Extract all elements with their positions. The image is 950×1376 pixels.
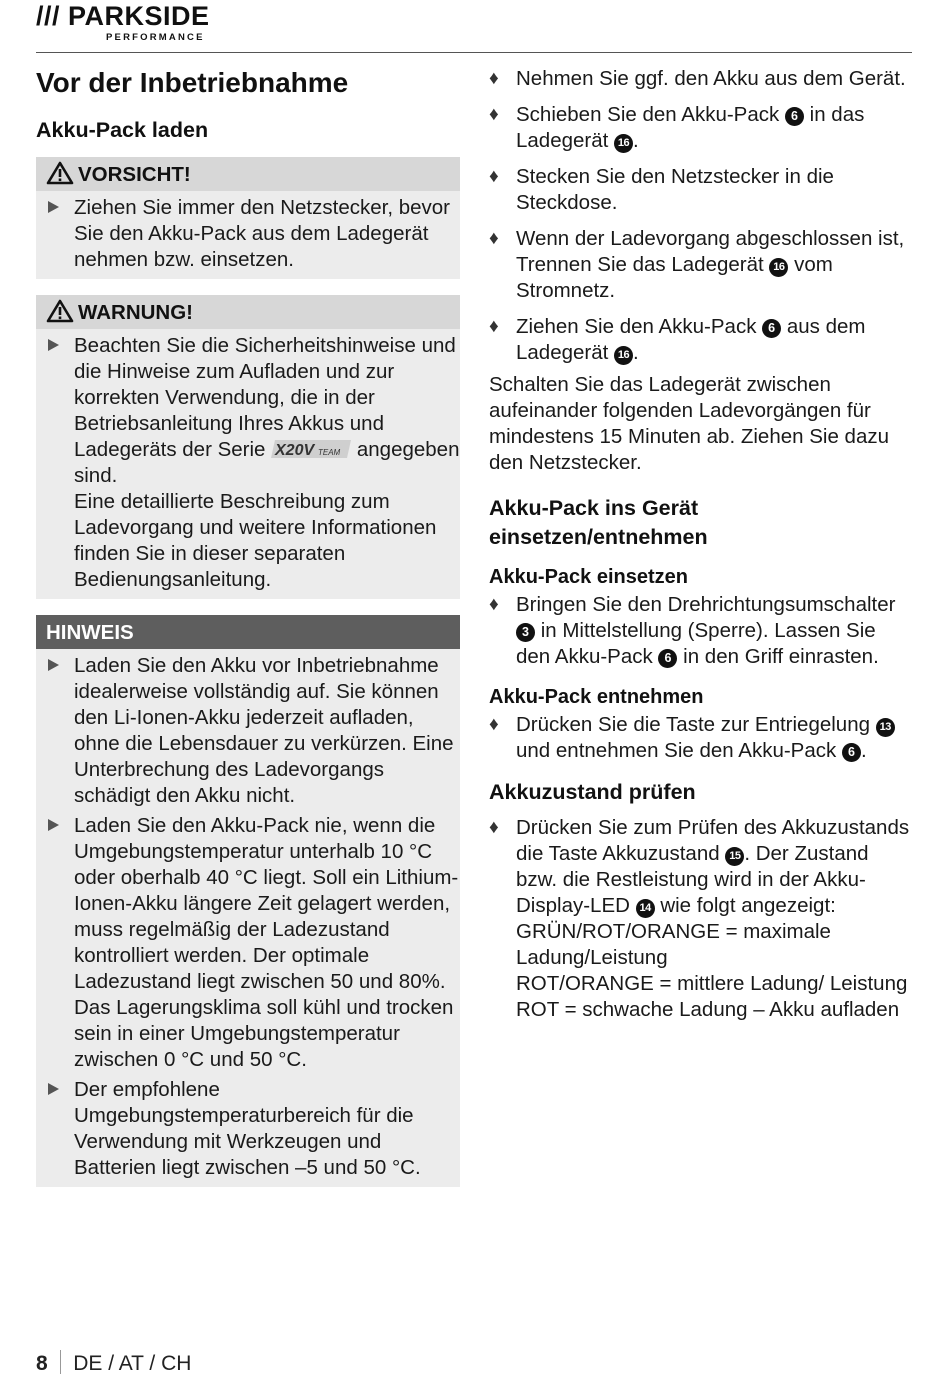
- footer-divider: [60, 1350, 62, 1374]
- note-header: HINWEIS: [36, 615, 460, 649]
- section-title-battery-status: Akkuzustand prüfen: [489, 780, 696, 804]
- page-footer: [36, 1350, 191, 1376]
- bullet-arrow-icon: [48, 339, 59, 351]
- bullet-diamond-icon: ♦: [489, 714, 499, 735]
- right-column: [489, 66, 914, 1033]
- warning-label: WARNUNG!: [78, 301, 194, 324]
- bullet-arrow-icon: [48, 201, 59, 213]
- step-item: ♦ Wenn der Ladevorgang abgeschlossen ist, Trennen Sie das Ladegerät 16 vom Stromnetz.: [489, 227, 905, 302]
- caution-box: [36, 157, 460, 279]
- warning-item: Beachten Sie die Sicherheitshinweise und die Hinweise zum Aufladen und zur korrekten Verwendung, die in der Betriebsanleitung Ihres Akkus und Ladegeräts der Serie X20V TEAM angegeben sind. Eine detaillierte Beschreibung zum Ladevorgang und weitere Informationen finden Sie in dieser separaten Bedienungsanleitung.: [36, 329, 460, 593]
- page-number: 8: [36, 1352, 48, 1375]
- bullet-diamond-icon: ♦: [489, 316, 499, 337]
- part-number-badge: 6: [762, 319, 781, 338]
- bullet-diamond-icon: ♦: [489, 228, 499, 249]
- part-number-badge: 16: [769, 258, 788, 277]
- note-box: [36, 615, 460, 1187]
- part-number-badge: 6: [658, 649, 677, 668]
- status-step: ♦ Drücken Sie zum Prüfen des Akkuzustands die Taste Akkuzustand 15 . Der Zustand bzw. die Restleistung wird in der Akku-Display-LED 14 wie folgt angezeigt: GRÜN/ROT/ORANGE = maximale Ladung/Leistung ROT/ORANGE = mittlere Ladung/ Leistung ROT = schwache Ladung – Akku aufladen: [489, 816, 910, 1021]
- insert-step: ♦ Bringen Sie den Drehrichtungsumschalter 3 in Mittelstellung (Sperre). Lassen Sie den Akku-Pack 6 in den Griff einrasten.: [489, 593, 896, 668]
- part-number-badge: 13: [876, 718, 895, 737]
- bullet-diamond-icon: ♦: [489, 817, 499, 838]
- bullet-diamond-icon: ♦: [489, 68, 499, 89]
- note-item: Laden Sie den Akku vor Inbetriebnahme idealerweise vollständig auf. Sie können den Li-Ionen-Akku jederzeit aufladen, ohne die Lebensdauer zu verkürzen. Eine Unterbrechung des Ladevorgangs schädigt den Akku nicht.: [36, 649, 460, 809]
- remove-step: ♦ Drücken Sie die Taste zur Entriegelung 13 und entnehmen Sie den Akku-Pack 6 .: [489, 712, 914, 764]
- part-number-badge: 6: [785, 107, 804, 126]
- status-green-line: GRÜN/ROT/ORANGE = maximale Ladung/Leistung: [516, 920, 831, 969]
- bullet-diamond-icon: ♦: [489, 594, 499, 615]
- step-item: ♦ Ziehen Sie den Akku-Pack 6 aus dem Ladegerät 16 .: [489, 315, 866, 364]
- warning-triangle-icon: [46, 299, 74, 323]
- x20v-team-logo: [271, 438, 351, 460]
- svg-text:X20V: X20V: [275, 442, 315, 459]
- part-number-badge: 3: [516, 623, 535, 642]
- part-number-badge: 6: [842, 743, 861, 762]
- part-number-badge: 15: [725, 847, 744, 866]
- pause-instruction: Schalten Sie das Ladegerät zwischen aufeinander folgenden Ladevorgängen für mindestens 15 Minuten ab. Ziehen Sie dazu den Netzstecker.: [489, 373, 890, 474]
- brand-subline: PERFORMANCE: [106, 32, 205, 43]
- bullet-arrow-icon: [48, 659, 59, 671]
- step-item: ♦ Schieben Sie den Akku-Pack 6 in das Ladegerät 16 .: [489, 103, 865, 152]
- left-column: [36, 66, 460, 1187]
- parkside-logo: [36, 1, 210, 43]
- part-number-badge: 14: [636, 899, 655, 918]
- warning-triangle-icon: [46, 161, 74, 185]
- language-codes: DE / AT / CH: [73, 1352, 192, 1375]
- section-title-insert-remove: Akku-Pack ins Gerät einsetzen/entnehmen: [489, 496, 708, 549]
- section-title-charge: Akku-Pack laden: [36, 118, 209, 142]
- caution-item: Ziehen Sie immer den Netzstecker, bevor Sie den Akku-Pack aus dem Ladegerät nehmen bzw. einsetzen.: [36, 191, 460, 273]
- part-number-badge: 16: [614, 134, 633, 153]
- note-item: Der empfohlene Umgebungstemperaturbereich für die Verwendung mit Werkzeugen und Batterien liegt zwischen –5 und 50 °C.: [36, 1073, 460, 1181]
- caution-label: VORSICHT!: [78, 163, 191, 186]
- caution-header: [36, 157, 460, 191]
- bullet-diamond-icon: ♦: [489, 166, 499, 187]
- step-item: ♦ Stecken Sie den Netzstecker in die Steckdose.: [489, 165, 834, 214]
- bullet-diamond-icon: ♦: [489, 104, 499, 125]
- subsection-title-remove: Akku-Pack entnehmen: [489, 686, 704, 708]
- warning-header: [36, 295, 460, 329]
- svg-text:TEAM: TEAM: [318, 448, 341, 457]
- bullet-arrow-icon: [48, 1083, 59, 1095]
- bullet-arrow-icon: [48, 819, 59, 831]
- page-header: [36, 0, 912, 53]
- status-red-line: ROT = schwache Ladung – Akku aufladen: [516, 998, 900, 1021]
- step-item: ♦ Nehmen Sie ggf. den Akku aus dem Gerät.: [489, 67, 906, 90]
- part-number-badge: 16: [614, 346, 633, 365]
- status-orange-line: ROT/ORANGE = mittlere Ladung/ Leistung: [516, 972, 908, 995]
- page-title: Vor der Inbetriebnahme: [36, 67, 349, 98]
- brand-name: /// PARKSIDE: [36, 1, 210, 31]
- warning-box: [36, 295, 460, 599]
- note-item: Laden Sie den Akku-Pack nie, wenn die Umgebungstemperatur unterhalb 10 °C oder oberhalb 40 °C liegt. Soll ein Lithium-Ionen-Akku längere Zeit gelagert werden, muss regelmäßig der Ladezustand kontrolliert werden. Der optimale Ladezustand liegt zwischen 50 und 80%. Das Lagerungsklima soll kühl und trocken sein in einer Umgebungstemperatur zwischen 0 °C und 50 °C.: [36, 809, 460, 1073]
- subsection-title-insert: Akku-Pack einsetzen: [489, 566, 688, 588]
